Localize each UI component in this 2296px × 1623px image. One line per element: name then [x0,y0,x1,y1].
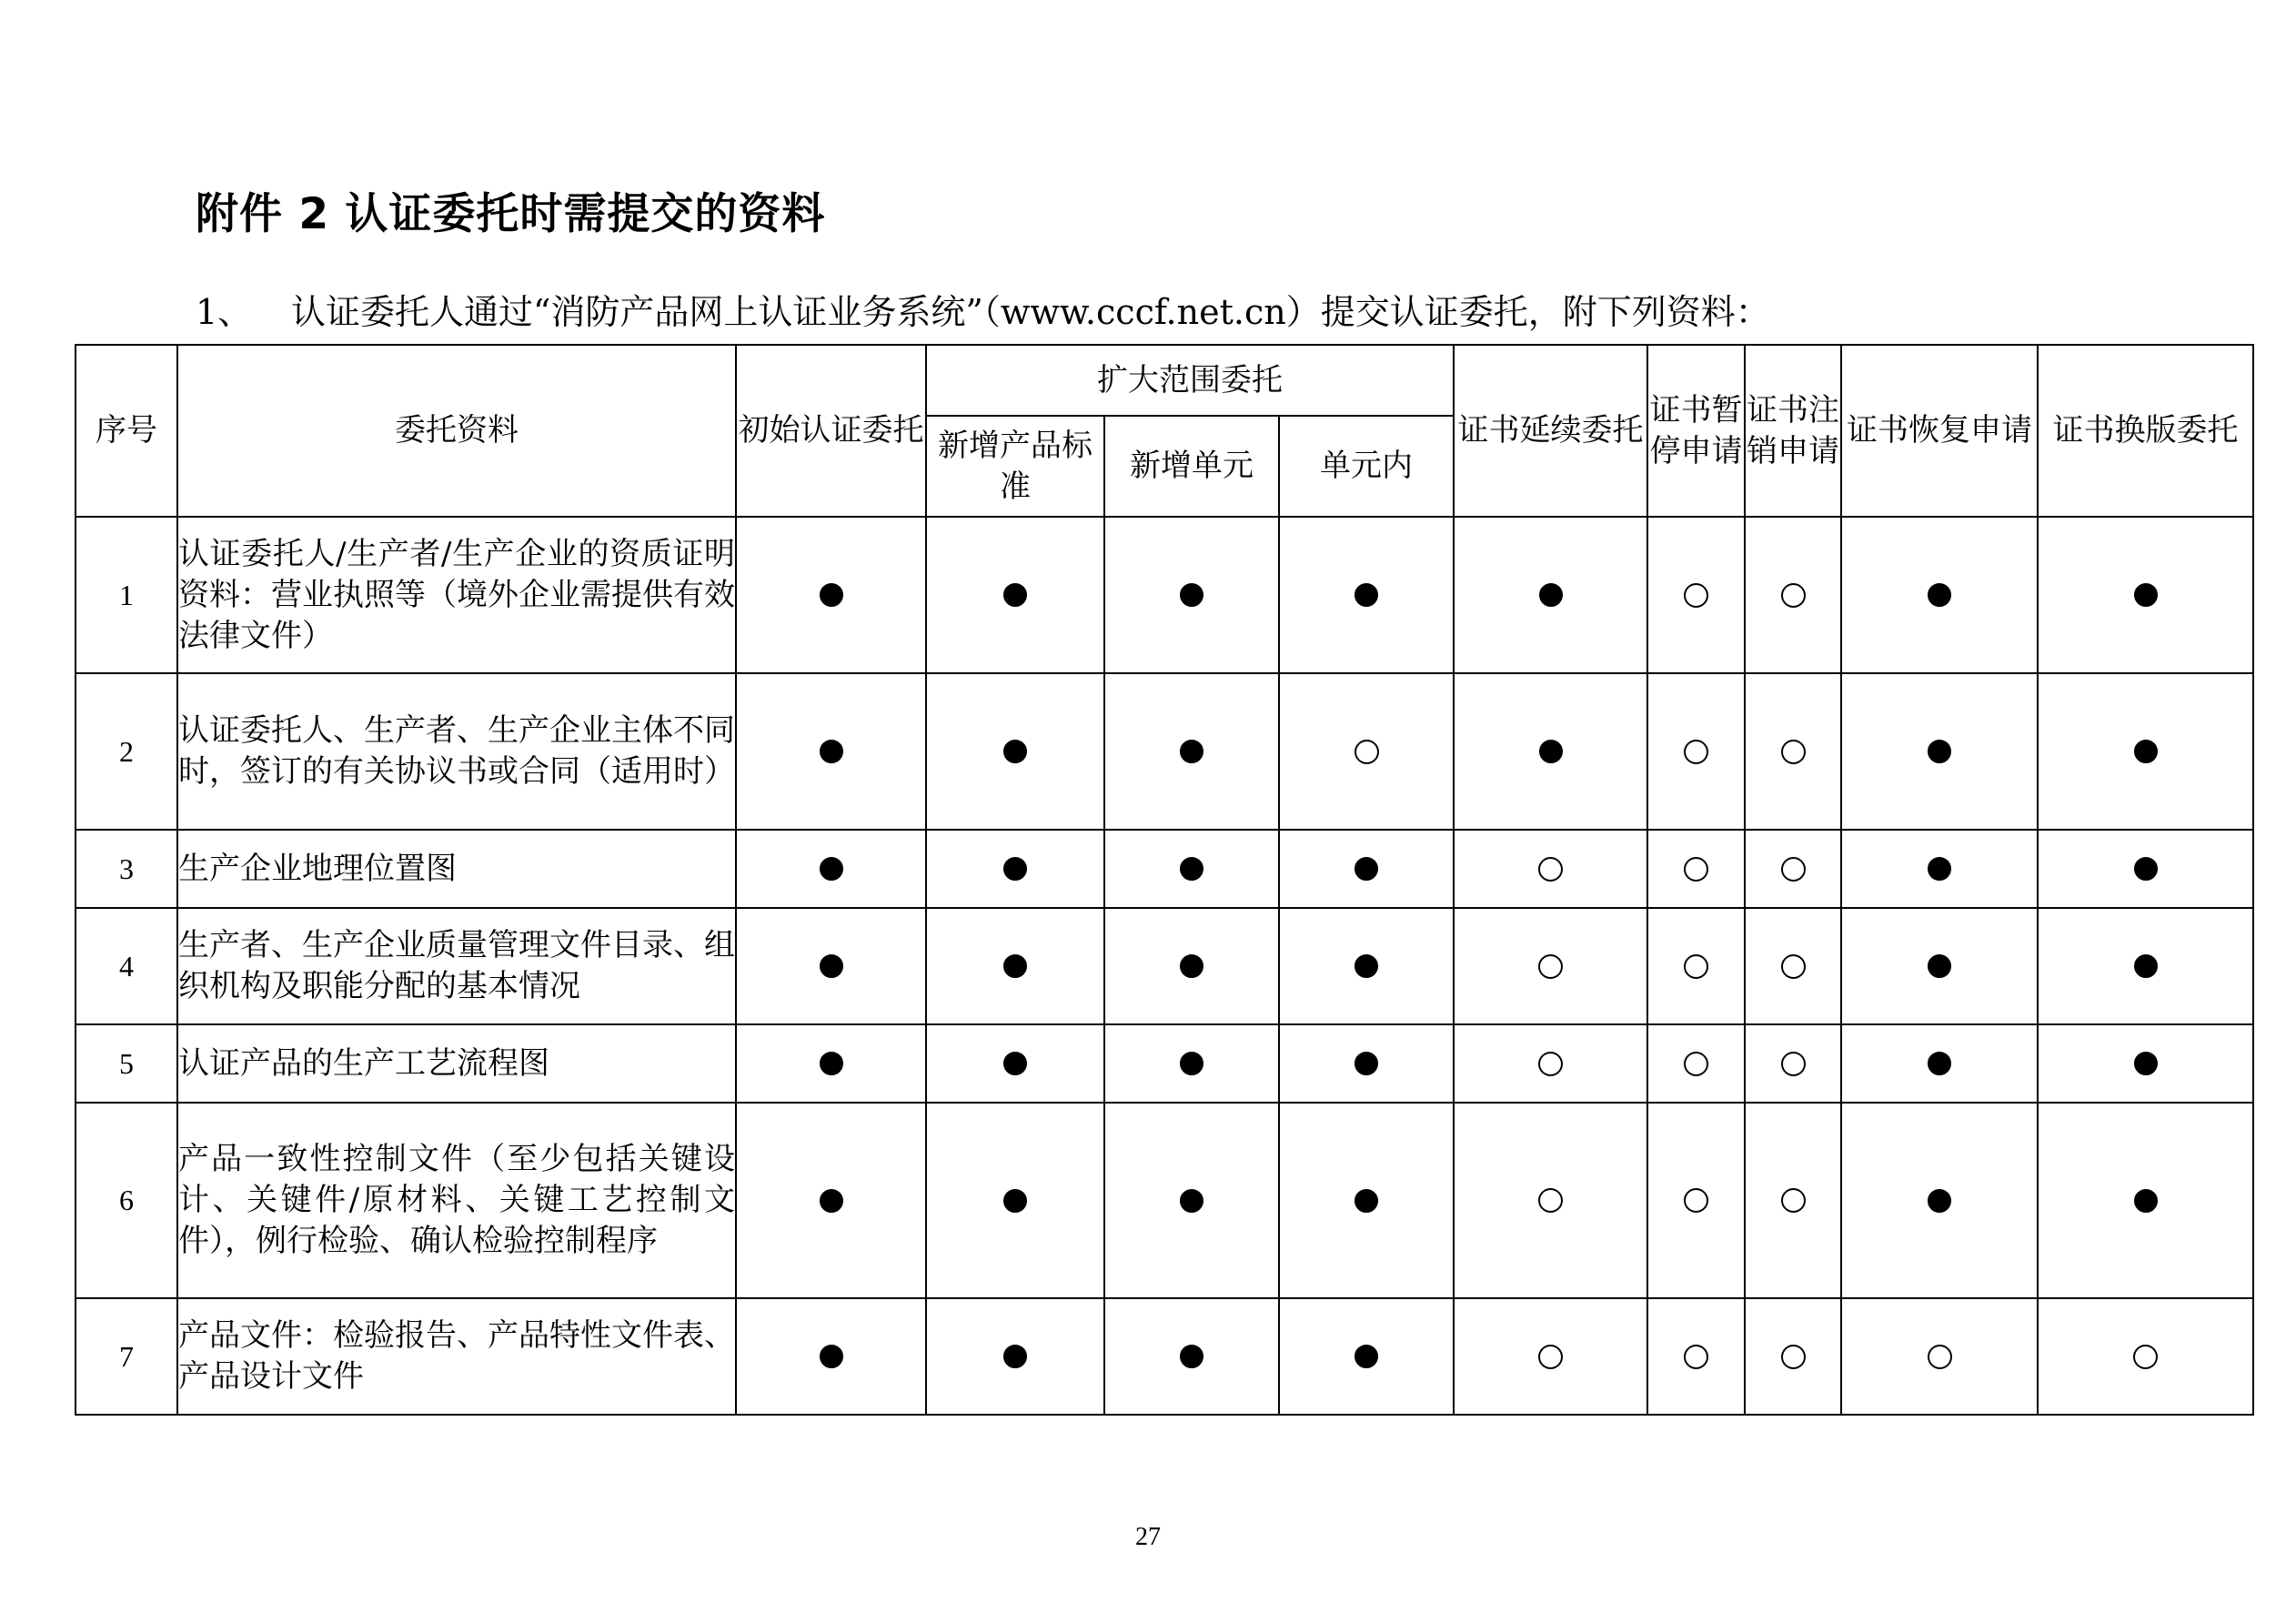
open-circle-icon [1781,740,1806,764]
row-material: 认证委托人/生产者/生产企业的资质证明资料：营业执照等（境外企业需提供有效法律文件） [177,517,736,673]
cell-cancel [1745,1103,1841,1298]
cell-expand-new-standard [926,1103,1104,1298]
filled-circle-icon [1928,857,1951,881]
filled-circle-icon [1003,583,1027,607]
header-expand-within-unit: 单元内 [1279,416,1454,517]
cell-reissue [2038,908,2253,1024]
header-material: 委托资料 [177,345,736,517]
cell-expand-within-unit [1279,908,1454,1024]
header-cancel: 证书注销申请 [1745,345,1841,517]
cell-suspend [1647,1024,1745,1103]
filled-circle-icon [1539,583,1563,607]
cell-initial [736,1298,926,1415]
filled-circle-icon [1003,1052,1027,1075]
cell-cancel [1745,1298,1841,1415]
open-circle-icon [1684,583,1708,608]
open-circle-icon [1684,1345,1708,1369]
filled-circle-icon [1180,1345,1203,1368]
cell-initial [736,1103,926,1298]
row-material: 认证产品的生产工艺流程图 [177,1024,736,1103]
header-initial: 初始认证委托 [736,345,926,517]
row-index: 4 [76,908,177,1024]
cell-expand-new-standard [926,1024,1104,1103]
filled-circle-icon [1180,1052,1203,1075]
cell-expand-new-standard [926,517,1104,673]
open-circle-icon [1684,1052,1708,1076]
row-index: 6 [76,1103,177,1298]
filled-circle-icon [1928,583,1951,607]
filled-circle-icon [820,1052,843,1075]
cell-suspend [1647,908,1745,1024]
cell-expand-within-unit [1279,1298,1454,1415]
cell-suspend [1647,830,1745,908]
table-row [76,830,2253,908]
filled-circle-icon [2134,1052,2158,1075]
filled-circle-icon [1003,740,1027,763]
cell-expand-new-unit [1104,673,1279,830]
filled-circle-icon [2134,740,2158,763]
row-index: 3 [76,830,177,908]
row-material: 生产者、生产企业质量管理文件目录、组织机构及职能分配的基本情况 [177,908,736,1024]
row-material: 生产企业地理位置图 [177,830,736,908]
cell-expand-new-standard [926,830,1104,908]
open-circle-icon [1684,1188,1708,1213]
header-suspend: 证书暂停申请 [1647,345,1745,517]
row-index: 1 [76,517,177,673]
table-row [76,517,2253,673]
cell-reissue [2038,1024,2253,1103]
filled-circle-icon [1180,954,1203,978]
cell-expand-new-unit [1104,517,1279,673]
cell-expand-within-unit [1279,830,1454,908]
cell-initial [736,1024,926,1103]
row-material: 产品一致性控制文件（至少包括关键设计、关键件/原材料、关键工艺控制文件），例行检验、确认检验控制程序 [177,1103,736,1298]
row-index: 7 [76,1298,177,1415]
page-title: 附件 2 认证委托时需提交的资料 [196,189,826,239]
row-index: 2 [76,673,177,830]
cell-expand-new-standard [926,1298,1104,1415]
filled-circle-icon [820,1189,843,1213]
open-circle-icon [2133,1345,2158,1369]
cell-reissue [2038,830,2253,908]
cell-restore [1841,517,2038,673]
cell-suspend [1647,1103,1745,1298]
cell-suspend [1647,1298,1745,1415]
filled-circle-icon [1354,1345,1378,1368]
header-restore: 证书恢复申请 [1841,345,2038,517]
open-circle-icon [1684,740,1708,764]
cell-cancel [1745,1024,1841,1103]
filled-circle-icon [1354,1189,1378,1213]
filled-circle-icon [2134,954,2158,978]
open-circle-icon [1781,583,1806,608]
filled-circle-icon [1003,954,1027,978]
filled-circle-icon [1003,857,1027,881]
intro-text: 认证委托人通过“消防产品网上认证业务系统”（www.cccf.net.cn）提交认证委托，附下列资料： [291,292,1770,332]
cell-expand-new-unit [1104,908,1279,1024]
intro-paragraph [196,284,1770,334]
open-circle-icon [1781,954,1806,979]
table-row [76,1298,2253,1415]
cell-initial [736,830,926,908]
filled-circle-icon [2134,857,2158,881]
header-expand-new-unit: 新增单元 [1104,416,1279,517]
requirements-table [75,344,2254,1416]
open-circle-icon [1538,1052,1563,1076]
cell-restore [1841,908,2038,1024]
cell-initial [736,673,926,830]
intro-number: 1、 [196,292,253,332]
cell-renewal [1454,1298,1647,1415]
cell-expand-within-unit [1279,517,1454,673]
cell-suspend [1647,517,1745,673]
filled-circle-icon [1180,583,1203,607]
header-expand-new-standard: 新增产品标准 [926,416,1104,517]
cell-initial [736,908,926,1024]
filled-circle-icon [1180,857,1203,881]
cell-reissue [2038,673,2253,830]
cell-expand-new-standard [926,908,1104,1024]
filled-circle-icon [820,857,843,881]
cell-reissue [2038,1103,2253,1298]
cell-reissue [2038,517,2253,673]
cell-renewal [1454,908,1647,1024]
cell-expand-new-unit [1104,1024,1279,1103]
filled-circle-icon [820,583,843,607]
filled-circle-icon [1003,1345,1027,1368]
header-index: 序号 [76,345,177,517]
row-index: 5 [76,1024,177,1103]
cell-expand-within-unit [1279,673,1454,830]
cell-renewal [1454,673,1647,830]
cell-expand-new-unit [1104,1103,1279,1298]
filled-circle-icon [1928,1189,1951,1213]
cell-restore [1841,830,2038,908]
open-circle-icon [1781,1052,1806,1076]
filled-circle-icon [1928,954,1951,978]
open-circle-icon [1781,1345,1806,1369]
cell-restore [1841,673,2038,830]
filled-circle-icon [820,740,843,763]
filled-circle-icon [1180,740,1203,763]
filled-circle-icon [1354,583,1378,607]
page-number: 27 [1135,1523,1161,1551]
cell-restore [1841,1024,2038,1103]
table-row [76,673,2253,830]
open-circle-icon [1538,954,1563,979]
open-circle-icon [1684,857,1708,882]
filled-circle-icon [2134,1189,2158,1213]
table-row [76,908,2253,1024]
cell-expand-new-unit [1104,1298,1279,1415]
table-row [76,1103,2253,1298]
filled-circle-icon [1928,1052,1951,1075]
cell-cancel [1745,830,1841,908]
header-reissue: 证书换版委托 [2038,345,2253,517]
cell-reissue [2038,1298,2253,1415]
filled-circle-icon [1354,954,1378,978]
filled-circle-icon [820,954,843,978]
cell-expand-within-unit [1279,1024,1454,1103]
row-material: 认证委托人、生产者、生产企业主体不同时，签订的有关协议书或合同（适用时） [177,673,736,830]
cell-renewal [1454,1103,1647,1298]
filled-circle-icon [1354,857,1378,881]
filled-circle-icon [1928,740,1951,763]
table-row [76,1024,2253,1103]
cell-renewal [1454,1024,1647,1103]
filled-circle-icon [1539,740,1563,763]
cell-cancel [1745,517,1841,673]
open-circle-icon [1538,857,1563,882]
row-material: 产品文件：检验报告、产品特性文件表、产品设计文件 [177,1298,736,1415]
header-renewal: 证书延续委托 [1454,345,1647,517]
filled-circle-icon [1003,1189,1027,1213]
cell-initial [736,517,926,673]
filled-circle-icon [820,1345,843,1368]
cell-renewal [1454,830,1647,908]
open-circle-icon [1538,1345,1563,1369]
open-circle-icon [1538,1188,1563,1213]
cell-suspend [1647,673,1745,830]
cell-cancel [1745,673,1841,830]
open-circle-icon [1354,740,1379,764]
filled-circle-icon [1354,1052,1378,1075]
filled-circle-icon [2134,583,2158,607]
cell-restore [1841,1298,2038,1415]
cell-renewal [1454,517,1647,673]
cell-cancel [1745,908,1841,1024]
cell-restore [1841,1103,2038,1298]
open-circle-icon [1928,1345,1952,1369]
open-circle-icon [1781,1188,1806,1213]
open-circle-icon [1684,954,1708,979]
header-expand-group: 扩大范围委托 [926,345,1454,416]
filled-circle-icon [1180,1189,1203,1213]
cell-expand-new-standard [926,673,1104,830]
cell-expand-within-unit [1279,1103,1454,1298]
cell-expand-new-unit [1104,830,1279,908]
open-circle-icon [1781,857,1806,882]
